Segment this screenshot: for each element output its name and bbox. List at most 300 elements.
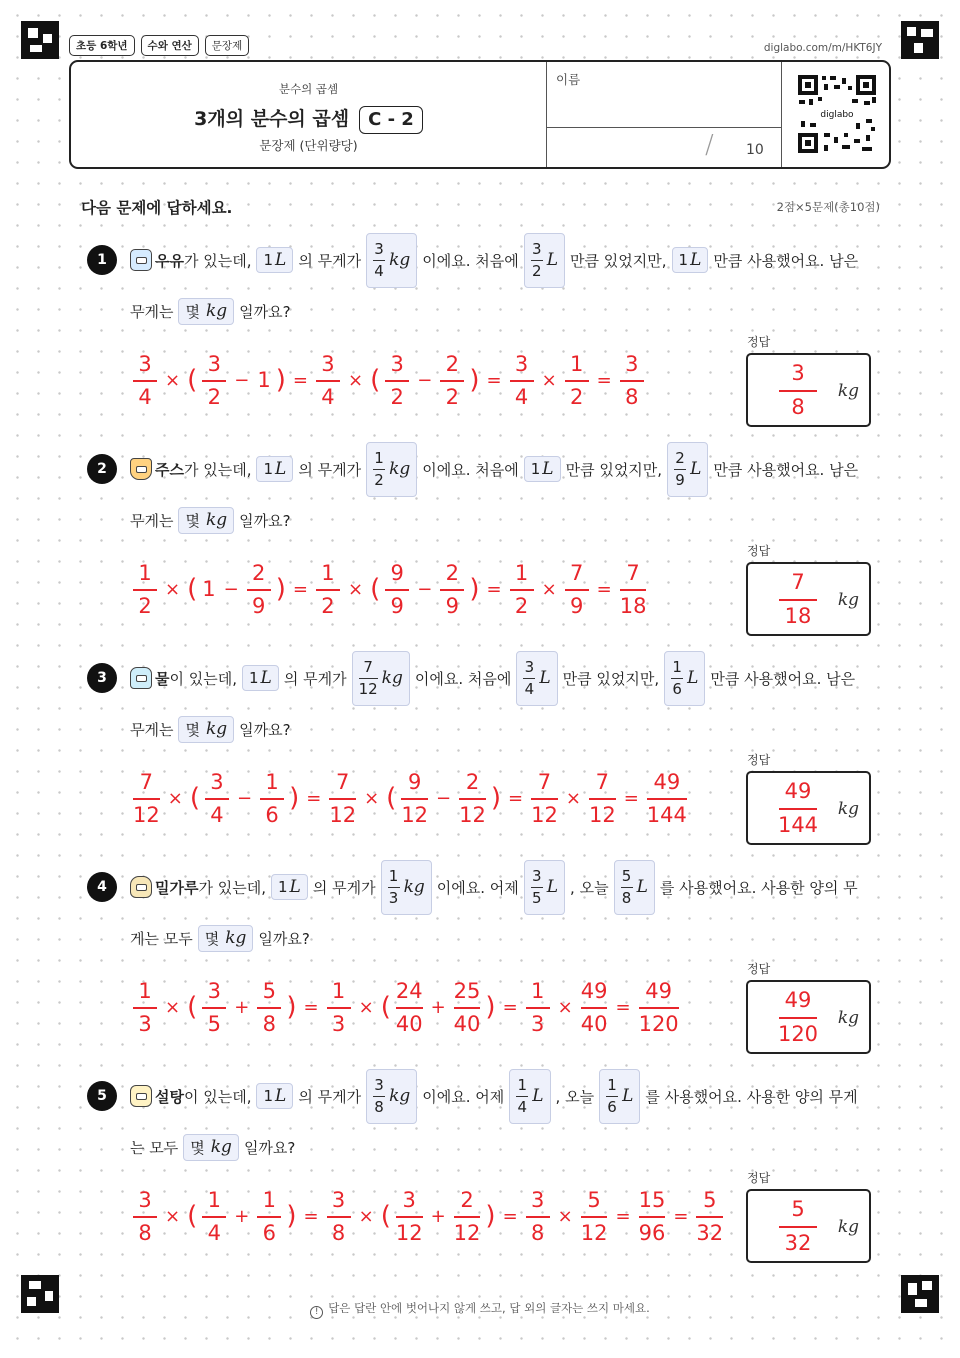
fraction-bar [459, 798, 486, 800]
fraction-bar [581, 1216, 608, 1218]
problem-text-line1 [130, 231, 858, 289]
parenthesis: ( [187, 1201, 198, 1231]
problem-text: 무게는 [130, 720, 174, 739]
solution-fraction [526, 979, 550, 1036]
tag-subject: 수와 연산 [141, 35, 199, 56]
operator: − [417, 578, 433, 600]
fraction-bar [373, 260, 385, 261]
parenthesis: ) [275, 574, 286, 604]
amount-box-2-fraction [606, 1076, 618, 1117]
operator: × [541, 578, 557, 600]
unit: L [542, 459, 554, 479]
numerator: 3 [321, 351, 335, 376]
fraction-bar [779, 1017, 817, 1019]
problem-text-line1 [130, 858, 858, 916]
footer-text: 답은 답란 안에 벗어나지 않게 쓰고, 답 외의 글자는 쓰지 마세요. [328, 1301, 650, 1315]
denominator: 12 [133, 802, 160, 827]
question-word: 몇 [185, 511, 200, 530]
denominator: 18 [619, 593, 647, 618]
solution-fraction [257, 1188, 281, 1245]
denominator: 40 [395, 1011, 423, 1036]
fraction-bar [373, 1096, 385, 1097]
unit: kg [205, 719, 228, 739]
header-subtitle: 문장제 (단위량당) [259, 138, 358, 153]
denominator: 4 [207, 1220, 221, 1245]
numerator: 2 [445, 351, 459, 376]
denominator: 40 [453, 1011, 481, 1036]
fraction-bar [202, 380, 226, 382]
header-title-area [71, 62, 546, 167]
parenthesis: ) [469, 574, 480, 604]
fraction-bar [696, 1216, 723, 1218]
solution-fraction [329, 770, 356, 827]
solution-fraction [247, 561, 271, 618]
numerator: 3 [138, 1187, 152, 1212]
answer-fraction [748, 570, 848, 629]
fraction-bar [396, 1216, 423, 1218]
parenthesis: ) [469, 365, 480, 395]
fraction-bar [647, 798, 687, 800]
unit-volume-box [271, 874, 308, 900]
problem-number: 5 [87, 1081, 117, 1111]
numerator: 5 [262, 978, 277, 1003]
numerator: 7 [363, 657, 373, 676]
numerator: 7 [569, 560, 584, 585]
name-label: 이름 [556, 72, 581, 87]
solution-fraction [316, 561, 340, 618]
numerator: 1 [672, 657, 682, 676]
numerator: 5 [703, 1187, 717, 1212]
problem-number: 2 [87, 454, 117, 484]
problem-text: 이 있는데, [169, 669, 237, 688]
question-word: 몇 [185, 720, 200, 739]
operator: = [673, 1205, 689, 1227]
header-topic: 분수의 곱셈 [278, 82, 339, 96]
numerator: 1 [388, 866, 399, 885]
parenthesis: ( [189, 783, 200, 813]
footer-note [0, 1300, 960, 1319]
numerator: 1 [321, 560, 335, 585]
numerator: 1 [374, 448, 384, 467]
numerator: 3 [402, 1187, 416, 1212]
solution-fraction [205, 770, 229, 827]
denominator: 8 [138, 1220, 152, 1245]
problem-text: 일까요? [239, 720, 291, 739]
denominator: 3 [138, 1011, 152, 1036]
weight-fraction-box [366, 233, 417, 288]
denominator: 2 [207, 384, 221, 409]
denominator: 12 [453, 1220, 481, 1245]
solution-fraction [454, 1188, 481, 1245]
denominator: 12 [459, 802, 486, 827]
denominator: 12 [401, 802, 429, 827]
numerator: 49 [580, 978, 608, 1003]
numerator: 9 [390, 560, 404, 585]
solution-fraction [133, 352, 157, 409]
fraction-bar [257, 1007, 281, 1009]
numerator: 3 [374, 239, 384, 258]
denominator: 4 [524, 679, 535, 698]
weight-fraction-box-fraction [373, 1076, 385, 1117]
tag-type: 문장제 [205, 35, 249, 56]
numerator: 3 [210, 769, 224, 794]
problem-text: 의 무게가 [298, 1087, 362, 1106]
tag-grade: 초등 6학년 [69, 35, 135, 56]
problem-text: 이에요. 처음에 [422, 460, 519, 479]
unit: L [687, 668, 699, 688]
answer-denominator: 32 [784, 1231, 812, 1255]
amount-box-2-fraction [671, 658, 683, 699]
parenthesis: ( [187, 992, 198, 1022]
operator: × [557, 1205, 573, 1227]
fraction-bar [779, 599, 817, 601]
fraction-bar [531, 260, 543, 261]
problem-text: 의 무게가 [283, 669, 347, 688]
denominator: 12 [580, 1220, 608, 1245]
operator: = [306, 787, 322, 809]
numerator: 3 [531, 866, 542, 885]
fraction-bar [316, 589, 340, 591]
denominator: 2 [569, 384, 584, 409]
fraction-bar [589, 798, 616, 800]
operator: = [292, 369, 308, 391]
solution-fraction [327, 1188, 351, 1245]
worksheet-header [69, 60, 891, 169]
amount-box-1 [524, 860, 565, 915]
problem-text: 의 무게가 [298, 460, 362, 479]
answer-box[interactable] [746, 562, 871, 636]
operator: × [347, 369, 364, 391]
numerator: 1 [265, 769, 279, 794]
numerator: 1 [607, 1075, 617, 1094]
answer-denominator: 144 [777, 813, 819, 837]
fraction-bar [133, 380, 157, 382]
solution-fraction [257, 979, 281, 1036]
amount-box-1 [524, 233, 565, 288]
fraction-bar [260, 798, 284, 800]
solution-fraction [202, 352, 226, 409]
answer-box[interactable] [746, 980, 871, 1054]
operator: × [165, 1205, 181, 1227]
problem-text: 이에요. 어제 [422, 1087, 505, 1106]
problem-text: 무게는 [130, 511, 174, 530]
denominator: 8 [374, 1097, 384, 1116]
denominator: 3 [530, 1011, 545, 1036]
amount-box-2-fraction [621, 867, 633, 908]
solution-expression [130, 976, 682, 1038]
problem-text: 만큼 있었지만, [570, 251, 667, 270]
answer-label: 정답 [747, 1171, 771, 1185]
question-box [178, 507, 234, 534]
solution-fraction [396, 1188, 423, 1245]
answer-unit: kg [837, 799, 859, 819]
number: 1 [257, 368, 271, 392]
warning-icon: ! [310, 1306, 323, 1319]
problem-text-line2 [130, 504, 291, 536]
fraction-bar [247, 589, 271, 591]
denominator: 3 [388, 888, 399, 907]
numerator: 1 [138, 560, 152, 585]
operator: × [165, 996, 181, 1018]
solution-fraction [316, 352, 340, 409]
unit: kg [389, 459, 411, 479]
problem-text-line2 [130, 922, 310, 954]
denominator: 2 [321, 593, 335, 618]
parenthesis: ) [485, 992, 496, 1022]
unit: kg [205, 510, 228, 530]
problem-text: 의 무게가 [312, 878, 376, 897]
amount: 1 [277, 878, 288, 896]
flour-bag-icon [130, 876, 152, 898]
fraction-bar [671, 678, 683, 679]
problem-text: 일까요? [243, 1138, 296, 1157]
operator: × [347, 578, 364, 600]
problem-subject: 우유 [155, 251, 184, 270]
parenthesis: ) [286, 1201, 297, 1231]
denominator: 4 [321, 384, 335, 409]
operator: + [430, 1205, 446, 1227]
weight-fraction-box [366, 442, 417, 497]
parenthesis: ( [380, 992, 391, 1022]
weight-fraction-box-fraction [373, 240, 385, 281]
fraction-bar [440, 589, 464, 591]
problem-subject: 설탕 [155, 1087, 184, 1106]
denominator: 2 [374, 470, 384, 489]
numerator: 2 [252, 560, 266, 585]
problem-text-line1 [130, 440, 858, 498]
solution-expression [130, 349, 647, 411]
operator: × [557, 996, 573, 1018]
qr-label: diglabo [820, 110, 854, 120]
unit: kg [381, 668, 403, 688]
unit: L [690, 250, 702, 270]
solution-fraction [440, 561, 464, 618]
name-score-area [546, 62, 782, 167]
answer-fraction [748, 779, 848, 838]
fraction-bar [401, 798, 428, 800]
numerator: 9 [407, 769, 422, 794]
parenthesis: ( [380, 1201, 391, 1231]
solution-expression [130, 1185, 726, 1247]
fraction-bar [396, 1007, 423, 1009]
numerator: 49 [653, 769, 681, 794]
answer-unit: kg [837, 381, 859, 401]
denominator: 2 [445, 384, 459, 409]
answer-fraction [748, 1197, 848, 1256]
problem-text-line2 [130, 1131, 295, 1163]
answer-numerator: 5 [791, 1197, 805, 1221]
numerator: 7 [595, 769, 609, 794]
solution-fraction [639, 1188, 666, 1245]
answer-box[interactable] [746, 1189, 871, 1263]
denominator: 9 [252, 593, 266, 618]
operator: × [165, 578, 181, 600]
fraction-bar [257, 1216, 281, 1218]
operator: − [223, 578, 239, 600]
problem-text: 이에요. 어제 [436, 878, 519, 897]
solution-fraction [133, 1188, 157, 1245]
answer-unit: kg [837, 1217, 859, 1237]
solution-fraction [589, 770, 616, 827]
problem-text: , 오늘 [555, 1087, 595, 1106]
weight-fraction-box-fraction [373, 449, 385, 490]
corner-marker-top-right [901, 21, 939, 59]
numerator: 2 [445, 560, 459, 585]
fraction-bar [327, 1007, 351, 1009]
problem-text: 일까요? [258, 929, 310, 948]
fraction-bar [779, 1226, 817, 1228]
answer-box[interactable] [746, 353, 871, 427]
answer-fraction [748, 361, 848, 420]
operator: = [303, 996, 319, 1018]
solution-fraction [510, 352, 534, 409]
numerator: 1 [138, 978, 152, 1003]
fraction-bar [329, 798, 356, 800]
fraction-bar [440, 380, 464, 382]
numerator: 3 [530, 1187, 545, 1212]
qr-code-icon[interactable] [796, 73, 878, 155]
fraction-bar [510, 380, 534, 382]
problem-text: 를 사용했어요. 사용한 양의 무게 [645, 1087, 858, 1106]
question-box [178, 298, 234, 325]
denominator: 4 [210, 802, 224, 827]
denominator: 144 [646, 802, 687, 827]
problem-text-line2 [130, 713, 291, 745]
unit: L [260, 668, 272, 688]
solution-fraction [133, 561, 157, 618]
question-word: 몇 [185, 302, 200, 321]
solution-fraction [696, 1188, 723, 1245]
score-total: 10 [746, 142, 764, 158]
fraction-bar [516, 1096, 528, 1097]
operator: + [234, 1205, 250, 1227]
unit-volume-box [256, 247, 293, 273]
fraction-bar [581, 1007, 608, 1009]
denominator: 2 [138, 593, 152, 618]
fraction-bar [565, 589, 589, 591]
denominator: 2 [531, 261, 542, 280]
unit: kg [225, 928, 247, 948]
numerator: 5 [621, 866, 632, 885]
score-slash: / [705, 130, 714, 160]
name-field[interactable] [547, 62, 781, 128]
fraction-bar [388, 887, 400, 888]
fraction-bar [639, 1007, 679, 1009]
numerator: 7 [626, 560, 640, 585]
unit: L [275, 1086, 287, 1106]
answer-box[interactable] [746, 771, 871, 845]
fraction-bar [526, 1216, 550, 1218]
denominator: 4 [138, 384, 152, 409]
points-info: 2점×5문제(총10점) [776, 200, 880, 214]
problem-subject: 물 [155, 669, 170, 688]
question-word: 몇 [204, 929, 220, 948]
problem-text: 가 있는데, [198, 878, 266, 897]
amount-box-2 [599, 1069, 640, 1124]
numerator: 2 [465, 769, 480, 794]
denominator: 8 [331, 1220, 346, 1245]
problem-number: 1 [87, 245, 117, 275]
operator: = [615, 996, 631, 1018]
amount: 1 [530, 460, 541, 478]
solution-fraction [401, 770, 428, 827]
fraction-bar [526, 1007, 550, 1009]
denominator: 9 [390, 593, 404, 618]
solution-fraction [565, 561, 589, 618]
solution-fraction [565, 352, 589, 409]
denominator: 12 [588, 802, 616, 827]
problem-text: 무게는 [130, 302, 174, 321]
problem-text: 만큼 사용했어요. 남은 [713, 251, 859, 270]
unit: L [275, 250, 287, 270]
operator: + [234, 996, 250, 1018]
numerator: 1 [331, 978, 346, 1003]
denominator: 9 [675, 470, 685, 489]
problem-text: 만큼 사용했어요. 남은 [710, 669, 856, 688]
fraction-bar [327, 1216, 351, 1218]
answer-denominator: 8 [791, 395, 805, 419]
parenthesis: ) [286, 992, 297, 1022]
denominator: 3 [331, 1011, 346, 1036]
fraction-bar [454, 1216, 481, 1218]
answer-fraction [748, 988, 848, 1047]
answer-label: 정답 [747, 544, 771, 558]
solution-fraction [639, 979, 679, 1036]
fraction-bar [510, 589, 534, 591]
operator: = [596, 369, 612, 391]
page-url[interactable]: diglabo.com/m/HKT6JY [763, 42, 882, 54]
parenthesis: ( [187, 365, 198, 395]
denominator: 9 [569, 593, 584, 618]
answer-denominator: 120 [777, 1022, 819, 1046]
solution-fraction [202, 1188, 226, 1245]
fraction-bar [133, 1216, 157, 1218]
amount-box-2 [664, 651, 705, 706]
operator: − [234, 369, 250, 391]
weight-fraction-box-fraction [388, 867, 400, 908]
numerator: 1 [569, 351, 584, 376]
solution-fraction [526, 1188, 550, 1245]
numerator: 1 [530, 978, 545, 1003]
operator: = [303, 1205, 319, 1227]
number: 1 [202, 577, 216, 601]
level-code: C - 2 [359, 106, 423, 134]
amount: 1 [678, 251, 689, 269]
question-box [178, 716, 234, 743]
problem-text: 만큼 있었지만, [565, 460, 663, 479]
question-box [198, 925, 254, 952]
numerator: 1 [514, 560, 529, 585]
amount: 1 [263, 251, 274, 269]
juice-icon [130, 458, 152, 480]
operator: × [364, 787, 380, 809]
fraction-bar [621, 887, 633, 888]
operator: = [623, 787, 639, 809]
operator: = [615, 1205, 631, 1227]
parenthesis: ) [275, 365, 286, 395]
parenthesis: ) [289, 783, 300, 813]
amount-box-2 [672, 247, 709, 273]
numerator: 2 [460, 1187, 474, 1212]
denominator: 12 [358, 679, 378, 698]
instruction: 다음 문제에 답하세요. [81, 199, 233, 217]
denominator: 120 [638, 1011, 679, 1036]
numerator: 2 [675, 448, 685, 467]
unit: L [289, 877, 301, 897]
amount-box-1 [516, 651, 557, 706]
operator: = [508, 787, 524, 809]
amount-box-2 [667, 442, 708, 497]
